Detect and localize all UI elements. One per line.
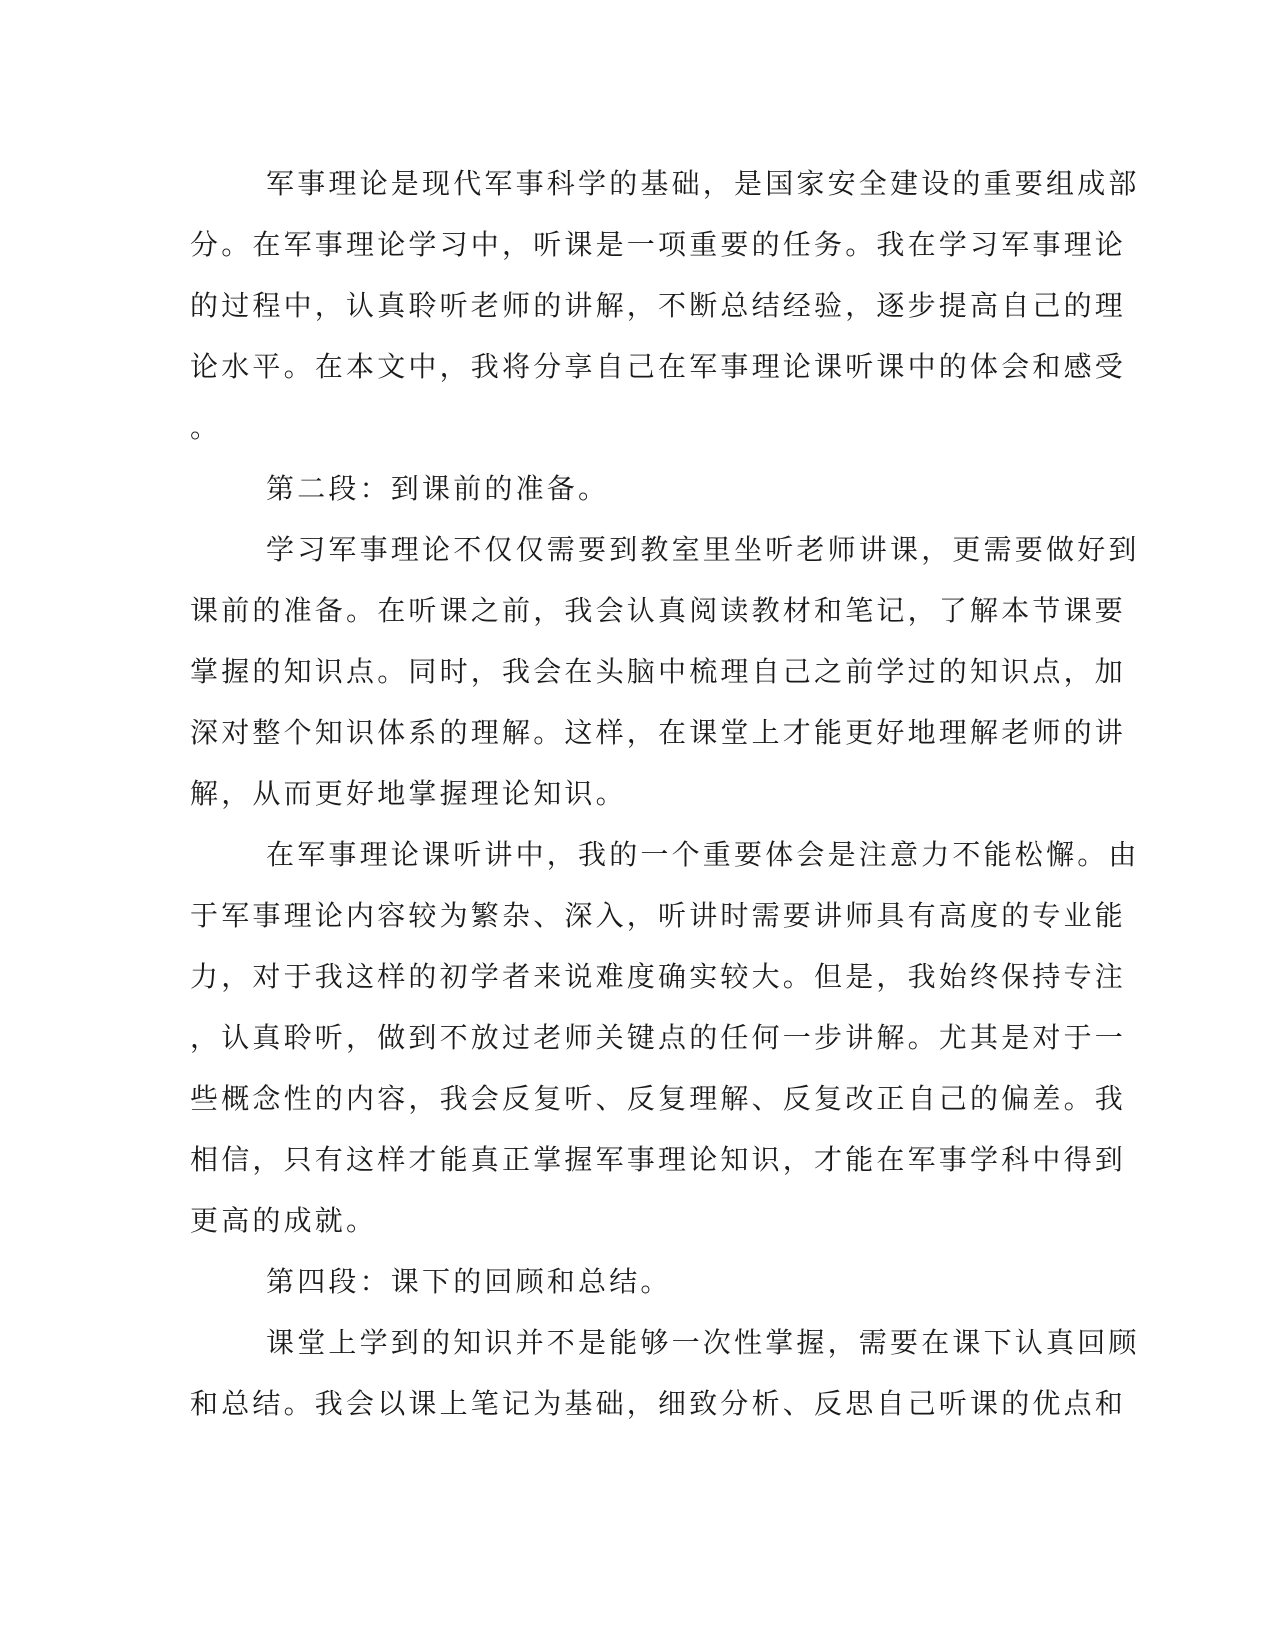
text-line: 分。在军事理论学习中，听课是一项重要的任务。我在学习军事理论: [190, 228, 1127, 261]
paragraph-review: [190, 1312, 1140, 1434]
text-line: 课前的准备。在听课之前，我会认真阅读教材和笔记，了解本节课要: [190, 594, 1127, 627]
paragraph-preparation: [190, 519, 1140, 824]
section-heading-4: [190, 1251, 1090, 1312]
paragraph-intro: [190, 153, 1140, 458]
text-line: 解，从而更好地掌握理论知识。: [190, 777, 627, 810]
text-line: 掌握的知识点。同时，我会在头脑中梳理自己之前学过的知识点，加: [190, 655, 1127, 688]
text-line: 在军事理论课听讲中，我的一个重要体会是注意力不能松懈。由: [266, 838, 1140, 871]
text-line: 和总结。我会以课上笔记为基础，细致分析、反思自己听课的优点和: [190, 1387, 1127, 1420]
text-line: 论水平。在本文中，我将分享自己在军事理论课听课中的体会和感受: [190, 350, 1127, 383]
section-heading: 第四段：课下的回顾和总结。: [266, 1265, 672, 1298]
text-line: 些概念性的内容，我会反复听、反复理解、反复改正自己的偏差。我: [190, 1082, 1127, 1115]
text-line: 的过程中，认真聆听老师的讲解，不断总结经验，逐步提高自己的理: [190, 289, 1127, 322]
text-line: 力，对于我这样的初学者来说难度确实较大。但是，我始终保持专注: [190, 960, 1127, 993]
section-heading: 第二段：到课前的准备。: [266, 472, 610, 505]
text-line: 深对整个知识体系的理解。这样，在课堂上才能更好地理解老师的讲: [190, 716, 1127, 749]
document-body: [190, 153, 1140, 1434]
text-line: 学习军事理论不仅仅需要到教室里坐听老师讲课，更需要做好到: [266, 533, 1140, 566]
text-line: 于军事理论内容较为繁杂、深入，听讲时需要讲师具有高度的专业能: [190, 899, 1127, 932]
text-line: 。: [190, 411, 222, 444]
paragraph-attention: [190, 824, 1140, 1251]
text-line: 更高的成就。: [190, 1204, 378, 1237]
section-heading-2: [190, 458, 1090, 519]
text-line: 相信，只有这样才能真正掌握军事理论知识，才能在军事学科中得到: [190, 1143, 1127, 1176]
text-line: ，认真聆听，做到不放过老师关键点的任何一步讲解。尤其是对于一: [190, 1021, 1127, 1054]
text-line: 军事理论是现代军事科学的基础，是国家安全建设的重要组成部: [266, 167, 1140, 200]
text-line: 课堂上学到的知识并不是能够一次性掌握，需要在课下认真回顾: [266, 1326, 1140, 1359]
